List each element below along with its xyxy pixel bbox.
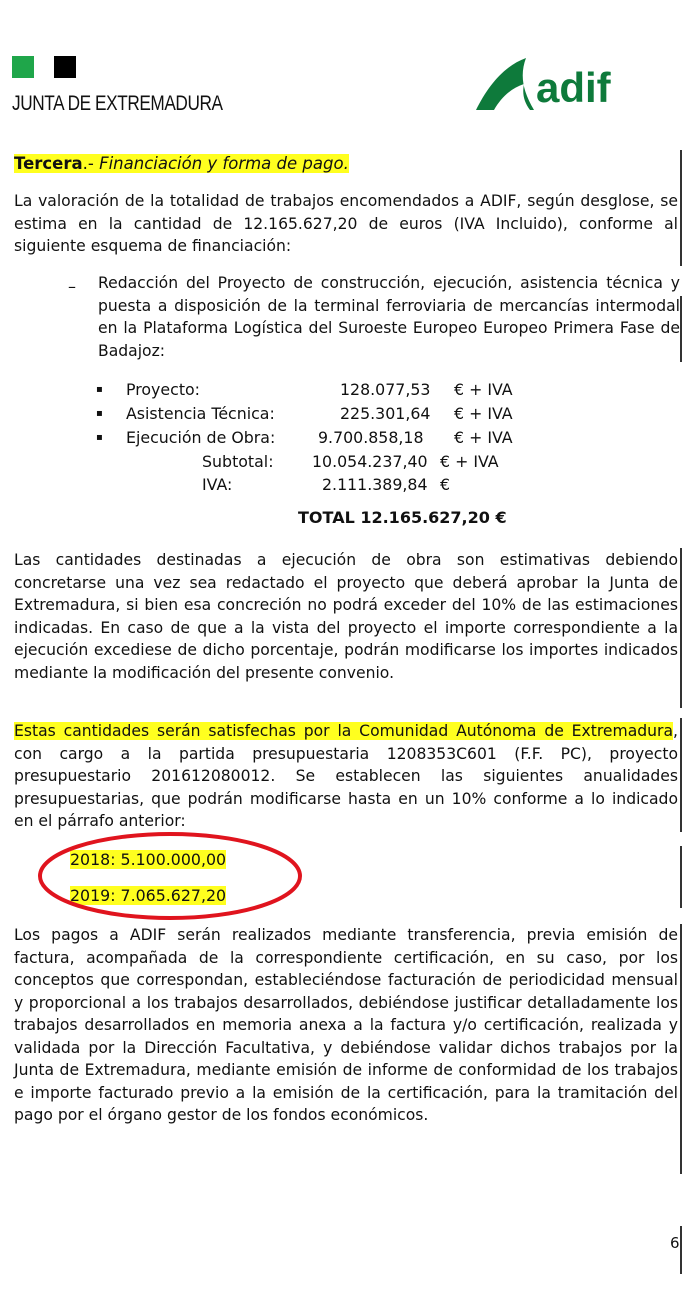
- margin-line: [680, 548, 682, 708]
- paragraph-valuation: La valoración de la totalidad de trabajos encomendados a ADIF, según desglose, se estima en la cantidad de 12.165.627,20 de euros (IVA Incluido), conforme al siguiente esquema de financiación:: [14, 192, 678, 255]
- funding-details: , con cargo a la partida presupuestaria 1208353C601 (F.F. PC), proyecto presupuestario 201612080012. Se establecen las siguientes anualidades presupuestarias, que podrán modificarse hasta en un 10% conforme a lo indicado en el párrafo anterior:: [14, 722, 678, 830]
- junta-logo-squares: [12, 56, 76, 78]
- adif-logo-text: adif: [536, 64, 611, 111]
- highlighted-funding-text: Estas cantidades serán satisfechas por la Comunidad Autónoma de Extremadura: [14, 722, 674, 740]
- section-title: Tercera: [14, 154, 83, 173]
- paragraph-estimates: Las cantidades destinadas a ejecución de obra son estimativas debiendo concretarse una vez sea redactado el proyecto que deberá aprobar la Junta de Extremadura, si bien esa concreción no podrá exceder del 10% de las estimaciones indicadas. En caso de que a la vista del proyecto el importe correspondiente a la ejecución excediese de dicho porcentaje, podrán modificarse los importes indicados mediante la modificación del presente convenio.: [14, 551, 678, 682]
- section-subtitle: Financiación y forma de pago.: [99, 154, 349, 173]
- cost-suffix: € + IVA: [454, 428, 513, 447]
- project-description: Redacción del Proyecto de construcción, ejecución, asistencia técnica y puesta a disposición de la terminal ferroviaria de mercancías intermodal en la Plataforma Logística del Suroeste Europeo Europeo Primera Fase de Badajoz:: [98, 274, 680, 360]
- margin-line: [680, 186, 682, 266]
- page-number: 6: [670, 1234, 680, 1252]
- cost-amount: 225.301,64: [340, 404, 431, 423]
- junta-extremadura-logo: [12, 56, 223, 115]
- section-separator: .-: [82, 154, 100, 173]
- cost-amount: 9.700.858,18: [318, 428, 424, 447]
- green-square-icon: [12, 56, 34, 78]
- cost-label: Proyecto:: [126, 380, 200, 399]
- margin-line: [680, 924, 682, 1174]
- subtotal-suffix: € + IVA: [440, 452, 499, 471]
- iva-amount: 2.111.389,84: [322, 475, 428, 494]
- dash-marker: –: [68, 277, 76, 296]
- bullet-icon: ▪: [96, 408, 103, 419]
- junta-name: JUNTA DE EXTREMADURA: [12, 92, 223, 115]
- bullet-icon: ▪: [96, 432, 103, 443]
- margin-line: [680, 296, 682, 362]
- margin-line: [680, 846, 682, 908]
- annuity-2019-text: 2019: 7.065.627,20: [70, 886, 227, 905]
- adif-logo: [474, 56, 674, 116]
- cost-suffix: € + IVA: [454, 380, 513, 399]
- subtotal-label: Subtotal:: [202, 452, 274, 471]
- margin-line: [680, 1226, 682, 1274]
- cost-suffix: € + IVA: [454, 404, 513, 423]
- cost-label: Asistencia Técnica:: [126, 404, 275, 423]
- iva-suffix: €: [440, 475, 451, 494]
- paragraph-funding: [14, 720, 678, 833]
- total-amount: TOTAL 12.165.627,20 €: [298, 508, 507, 527]
- section-heading: [14, 152, 349, 176]
- cost-amount: 128.077,53: [340, 380, 431, 399]
- cost-label: Ejecución de Obra:: [126, 428, 276, 447]
- iva-label: IVA:: [202, 475, 233, 494]
- annuity-2018-text: 2018: 5.100.000,00: [70, 850, 227, 869]
- bullet-icon: ▪: [96, 384, 103, 395]
- margin-line: [680, 718, 682, 832]
- paragraph-payments: Los pagos a ADIF serán realizados mediante transferencia, previa emisión de factura, acompañada de la correspondiente certificación, en su caso, por los conceptos que correspondan, estableciéndose facturación de periodicidad mensual y proporcional a los trabajos desarrollados, debiéndose justificar detalladamente los trabajos desarrollados en memoria anexa a la factura y/o certificación, realizada y validada por la Dirección Facultativa, y debiéndose validar dichos trabajos por la Junta de Extremadura, mediante emisión de informe de conformidad de los trabajos e importe facturado previo a la emisión de la certificación, para la tramitación del pago por el órgano gestor de los fondos económicos.: [14, 926, 678, 1124]
- subtotal-amount: 10.054.237,40: [312, 452, 428, 471]
- red-circle-annotation: [36, 830, 304, 922]
- black-square-icon: [54, 56, 76, 78]
